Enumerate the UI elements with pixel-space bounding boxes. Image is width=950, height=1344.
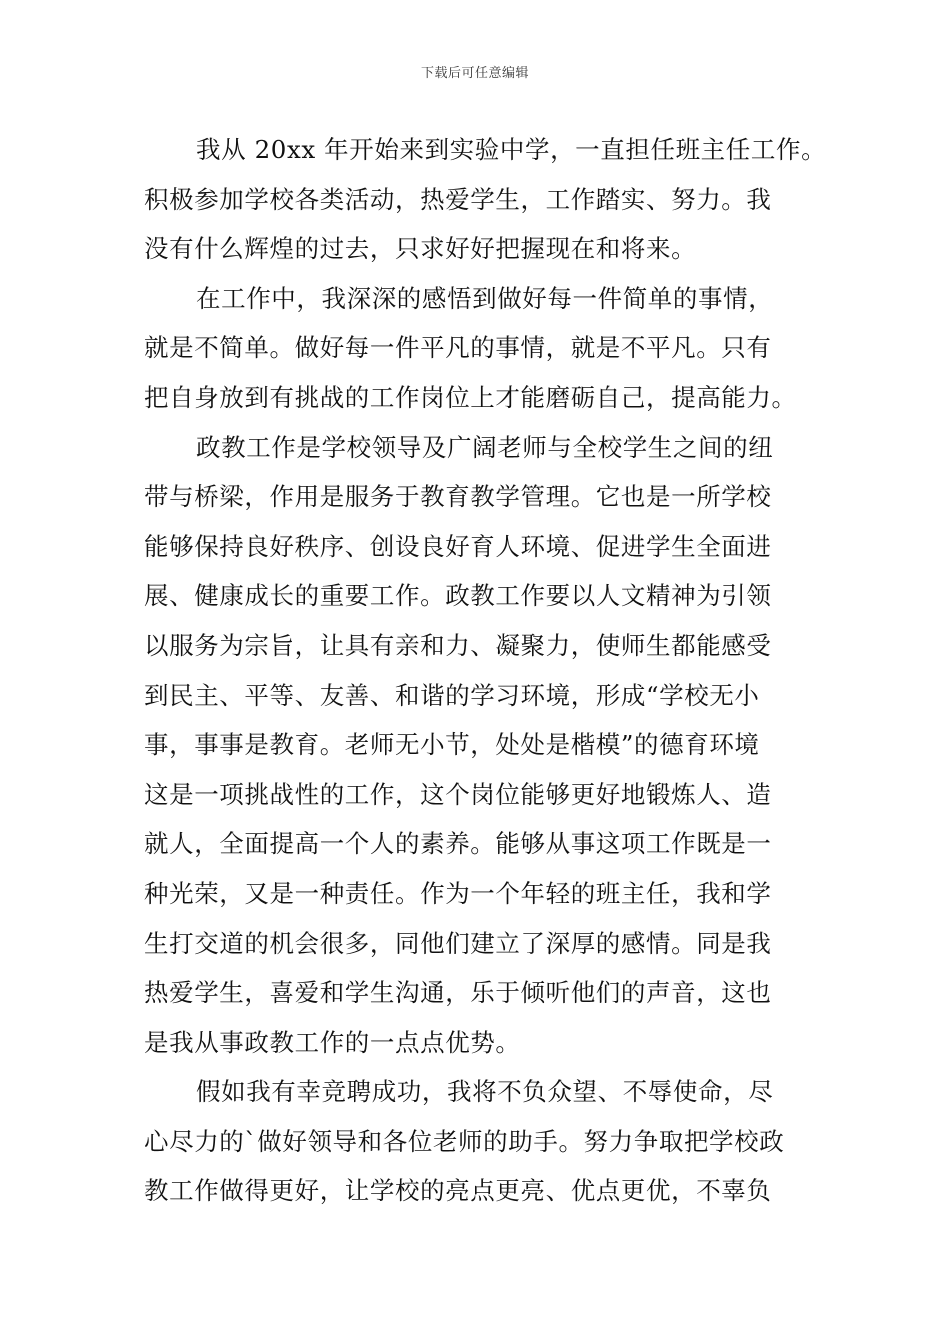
- text-line: 这是一项挑战性的工作，这个岗位能够更好地锻炼人、造: [144, 779, 772, 809]
- text-line: 种光荣，又是一种责任。作为一个年轻的班主任，我和学: [144, 878, 772, 908]
- text-line: 我从 20xx 年开始来到实验中学，一直担任班主任工作。: [196, 135, 827, 164]
- text-line: 热爱学生，喜爱和学生沟通，乐于倾听他们的声音，这也: [144, 978, 772, 1008]
- text-line: 能够保持良好秩序、创设良好育人环境、促进学生全面进: [144, 531, 772, 561]
- text-line: 是我从事政教工作的一点点优势。: [144, 1027, 521, 1057]
- header-note: 下载后可任意编辑: [420, 66, 529, 81]
- text-line: 在工作中，我深深的感悟到做好每一件简单的事情，: [196, 283, 774, 313]
- text-line: 积极参加学校各类活动，热爱学生，工作踏实、努力。我: [144, 184, 772, 214]
- text-line: 就是不简单。做好每一件平凡的事情，就是不平凡。只有: [144, 333, 772, 363]
- text-line: 生打交道的机会很多，同他们建立了深厚的感情。同是我: [144, 928, 772, 958]
- text-line: 展、健康成长的重要工作。政教工作要以人文精神为引领: [144, 581, 772, 611]
- text-line: 带与桥梁，作用是服务于教育教学管理。它也是一所学校: [144, 482, 772, 512]
- text-line: 就人，全面提高一个人的素养。能够从事这项工作既是一: [144, 829, 772, 859]
- body-text: [144, 125, 827, 1216]
- text-line: 政教工作是学校领导及广阔老师与全校学生之间的纽: [196, 432, 774, 462]
- text-line: 把自身放到有挑战的工作岗位上才能磨砺自己，提高能力。: [144, 382, 797, 412]
- text-line: 事，事事是教育。老师无小节，处处是楷模”的德育环境: [144, 730, 760, 760]
- text-line: 心尽力的`做好领导和各位老师的助手。努力争取把学校政: [144, 1126, 785, 1156]
- text-line: 假如我有幸竞聘成功，我将不负众望、不辱使命，尽: [196, 1077, 774, 1107]
- text-line: 没有什么辉煌的过去，只求好好把握现在和将来。: [144, 234, 697, 264]
- text-line: 以服务为宗旨，让具有亲和力、凝聚力，使师生都能感受: [144, 630, 772, 660]
- text-line: 教工作做得更好，让学校的亮点更亮、优点更优，不辜负: [144, 1176, 772, 1206]
- text-line: 到民主、平等、友善、和谐的学习环境，形成“学校无小: [144, 680, 760, 710]
